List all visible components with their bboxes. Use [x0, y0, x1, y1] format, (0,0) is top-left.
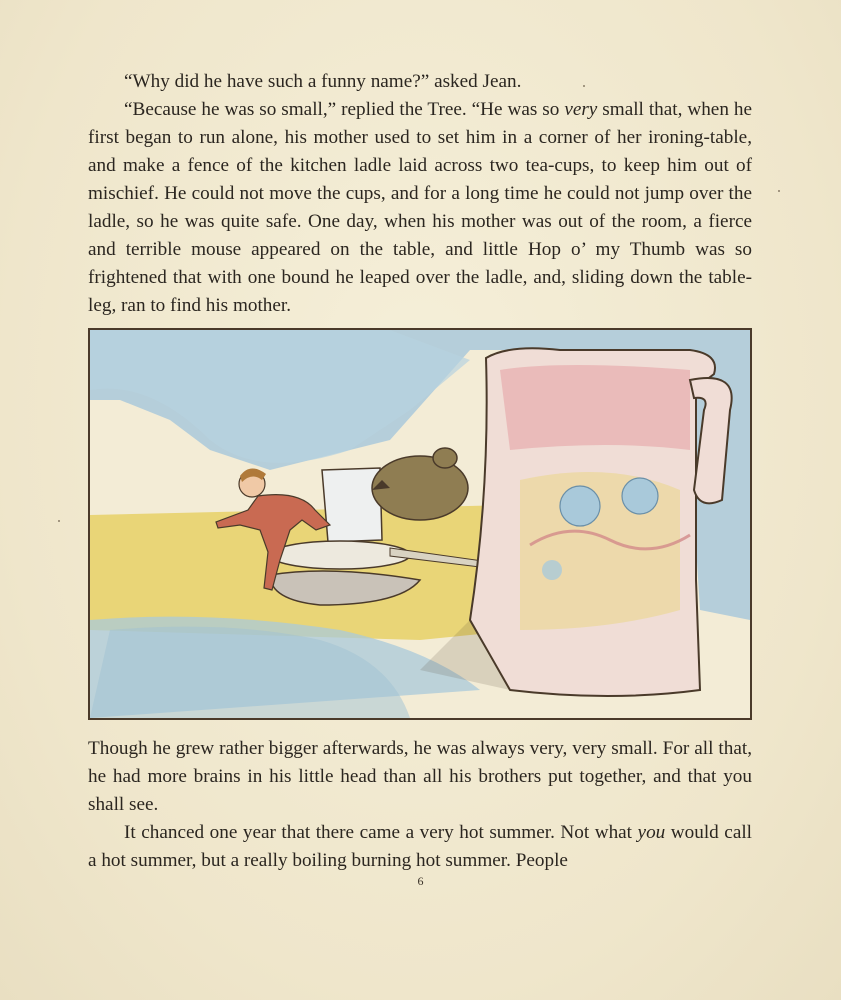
bigger-afterwards-text: Though he grew rather bigger afterwards, he was always very, very small. For all that, he had more brains in his little head than all his brothers put together, and that you shall see.: [88, 738, 752, 815]
paper-speck: [778, 190, 780, 192]
tree-reply-text-start: “Because he was so small,” replied the Tree. “He was so: [124, 99, 565, 120]
paragraph-question-text: “Why did he have such a funny name?” asked Jean.: [124, 71, 522, 92]
paper-speck: [58, 520, 60, 522]
page-number: 6: [417, 874, 424, 888]
paragraph-bigger-afterwards: [88, 735, 752, 819]
hot-summer-text-start: It chanced one year that there came a very hot summer. Not what: [124, 822, 638, 843]
paragraph-tree-reply: [88, 96, 752, 320]
paper-speck: [583, 85, 585, 87]
bottom-text-block: [88, 735, 752, 875]
illustration-hop-o-my-thumb-jug: [88, 328, 752, 720]
paragraph-question: [88, 68, 752, 96]
top-text-block: [88, 68, 752, 320]
paragraph-hot-summer: [88, 819, 752, 875]
illustration-drawing: [90, 330, 750, 718]
tree-reply-text-end: small that, when he first began to run alone, his mother used to set him in a corner of her ironing-table, and make a fence of the kitchen ladle laid across two tea-cups, to keep him out of mischief. He could not move the cups, and for a long time he could not jump over the ladle, so he was quite safe. One day, when his mother was out of the room, a fierce and terrible mouse appeared on the table, and little Hop o’ my Thumb was so frightened that with one bound he leaped over the ladle, and, sliding down the table-leg, ran to find his mother.: [88, 99, 752, 316]
hot-summer-text-end: would call a hot summer, but a really boiling burning hot summer. People: [88, 822, 752, 871]
hot-summer-emphasis: you: [637, 822, 666, 843]
tree-reply-emphasis: very: [564, 99, 598, 120]
